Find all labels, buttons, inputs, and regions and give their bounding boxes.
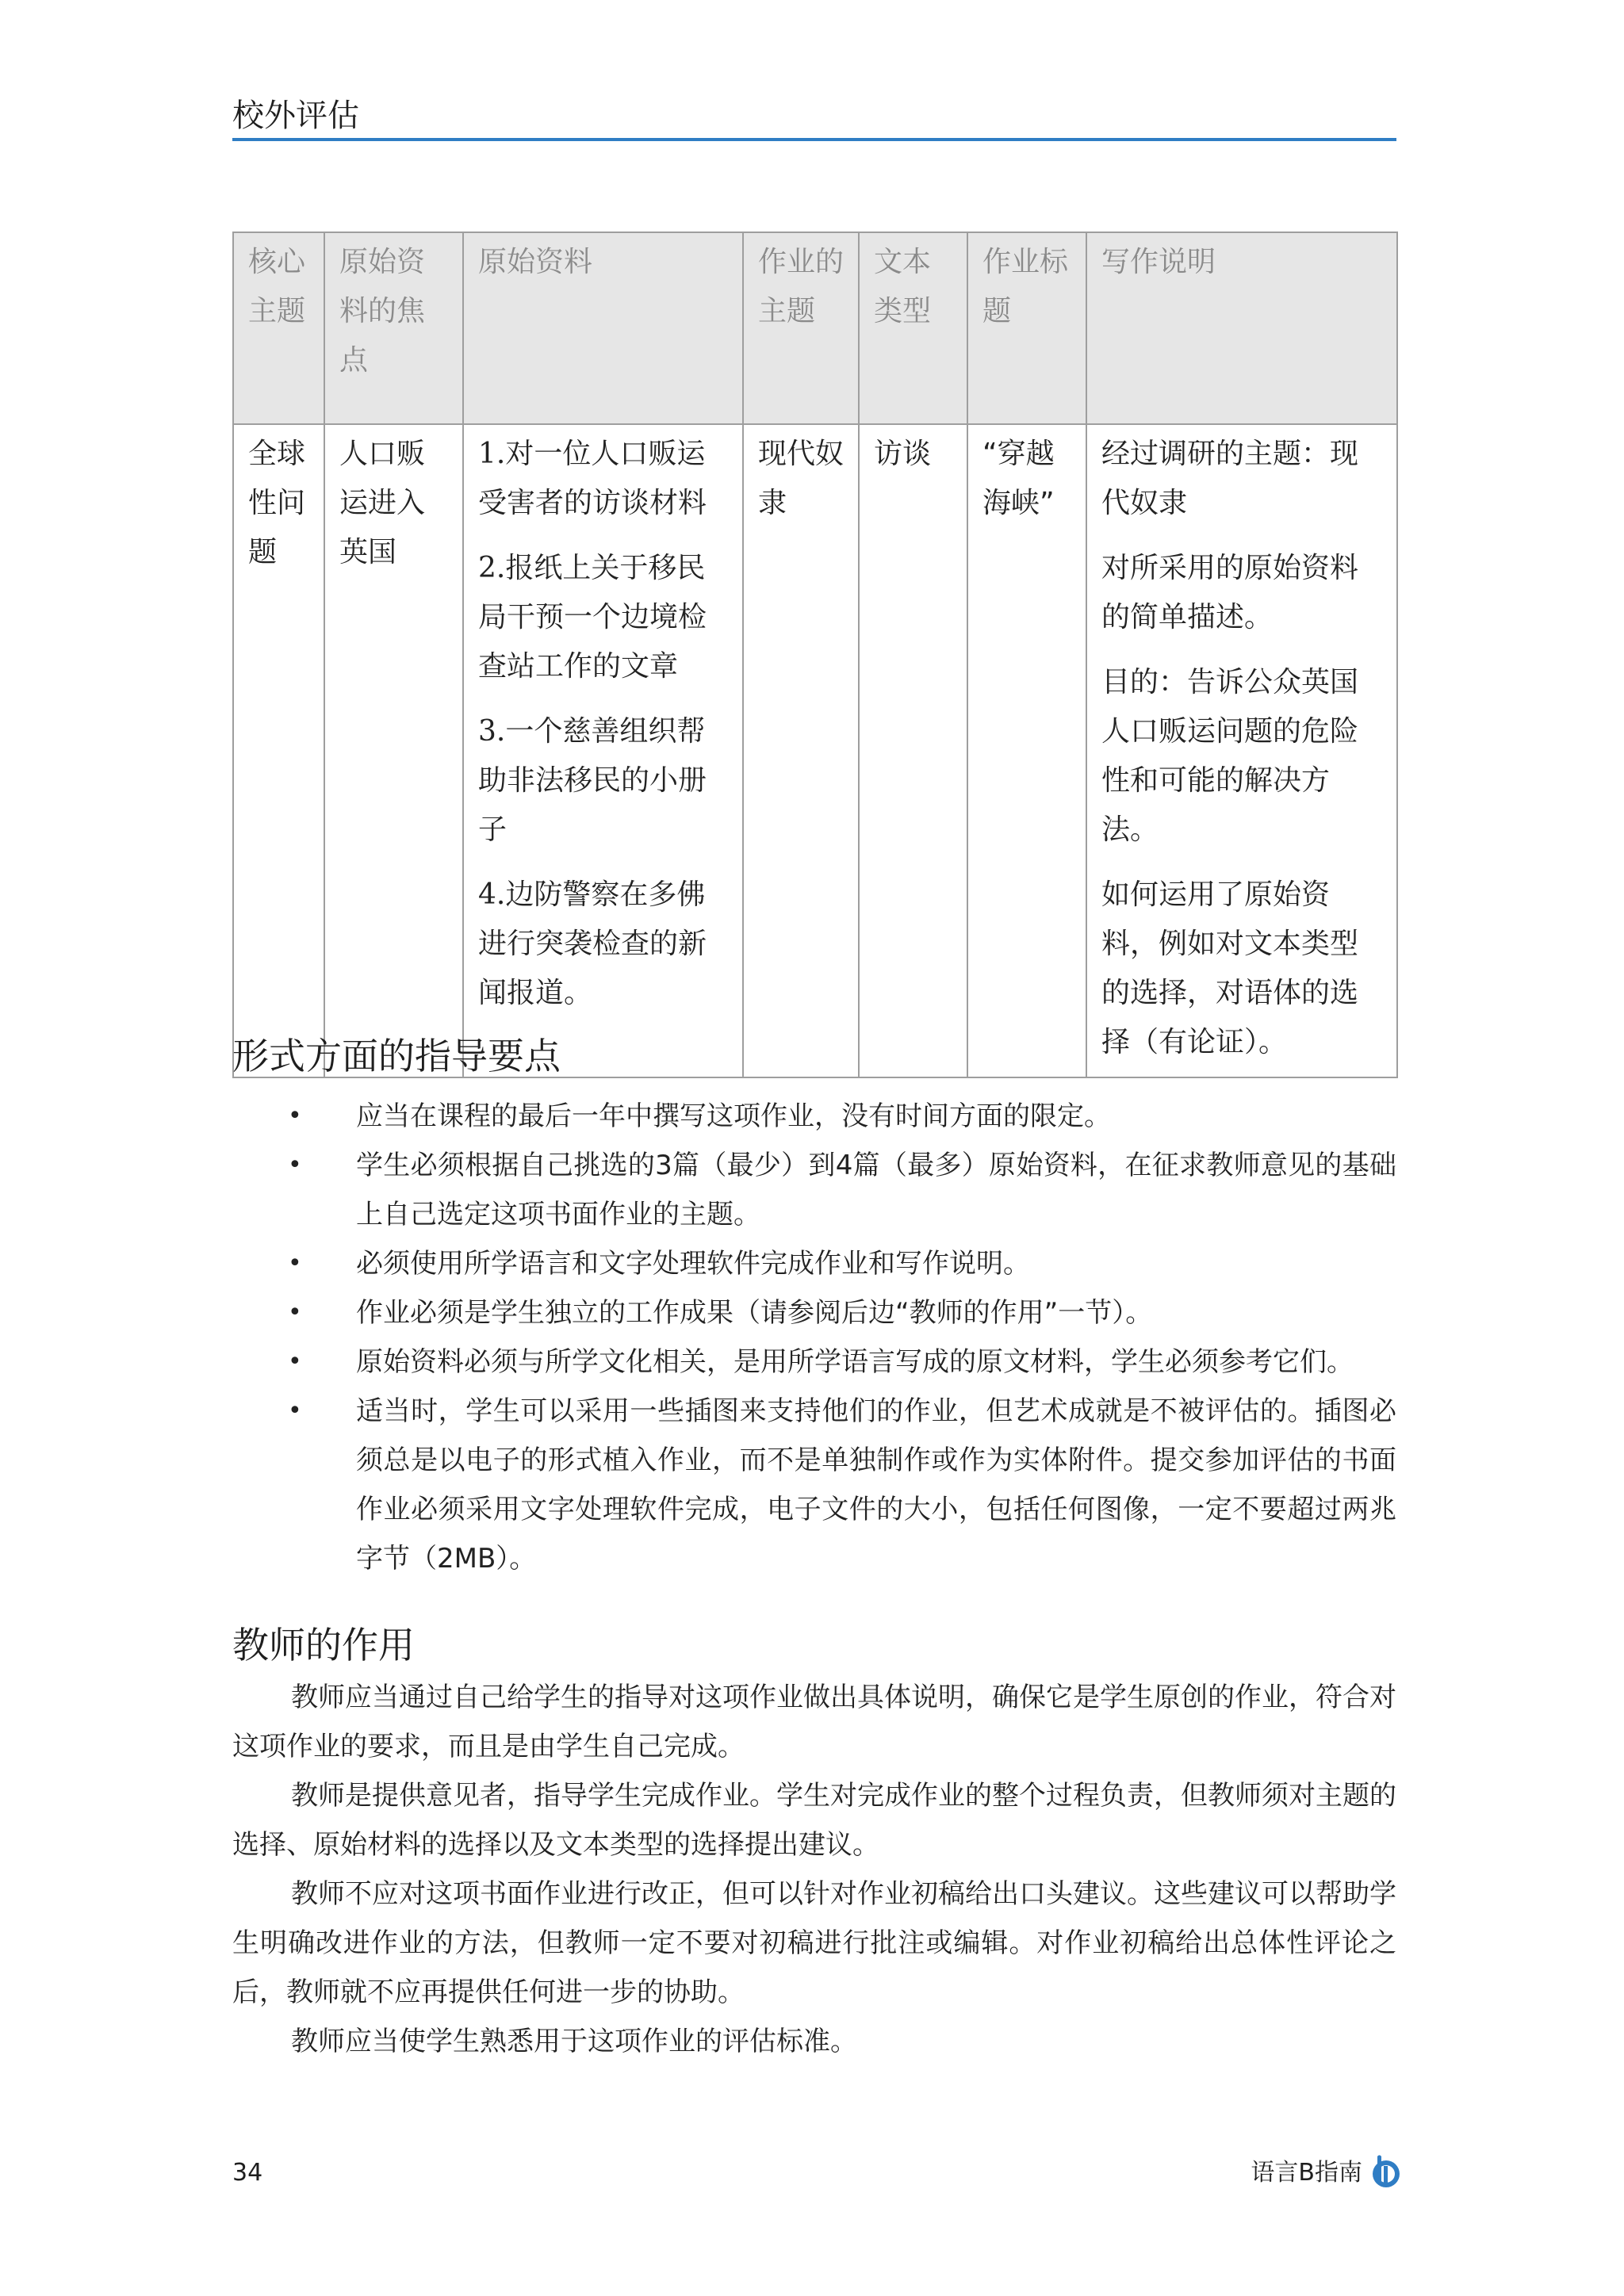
source-text: 一个慈善组织帮助非法移民的小册子	[478, 715, 707, 846]
list-item	[232, 1288, 1396, 1337]
page-number: 34	[232, 2159, 263, 2187]
paragraph: 教师是提供意见者，指导学生完成作业。学生对完成作业的整个过程负责，但教师须对主题的选择、原始材料的选择以及文本类型的选择提出建议。	[232, 1780, 1396, 1861]
cell-sources	[463, 424, 743, 1077]
source-number: 2.	[478, 552, 506, 584]
bullet-icon: •	[288, 1102, 302, 1130]
source-item	[478, 544, 728, 691]
list-item-text: 作业必须是学生独立的工作成果（请参阅后边“教师的作用”一节）。	[356, 1297, 1153, 1329]
list-item-text: 必须使用所学语言和文字处理软件完成作业和写作说明。	[356, 1248, 1030, 1280]
paragraph: 教师不应对这项书面作业进行改正，但可以针对作业初稿给出口头建议。这些建议可以帮助学生明确改进作业的方法，但教师一定不要对初稿进行批注或编辑。对作业初稿给出总体性评论之后，教师就不应再提供任何进一步的协助。	[232, 1878, 1396, 2008]
bullet-icon: •	[288, 1299, 302, 1326]
table-header-row	[233, 232, 1397, 424]
list-item	[232, 1141, 1396, 1239]
paragraph: 教师应当使学生熟悉用于这项作业的评估标准。	[291, 2026, 857, 2057]
source-number: 3.	[478, 715, 506, 748]
source-text: 报纸上关于移民局干预一个边境检查站工作的文章	[478, 552, 707, 683]
header-cell-rationale: 写作说明	[1086, 232, 1397, 424]
list-item-text: 原始资料必须与所学文化相关，是用所学语言写成的原文材料，学生必须参考它们。	[356, 1346, 1354, 1378]
list-item	[232, 1239, 1396, 1288]
formal-guidance-list	[232, 1092, 1396, 1583]
section-heading-formal: 形式方面的指导要点	[232, 1035, 561, 1077]
cell-text-type: 访谈	[859, 424, 967, 1077]
rationale-line: 经过调研的主题：现代奴隶	[1101, 438, 1359, 519]
list-item-text: 适当时，学生可以采用一些插图来支持他们的作业，但艺术成就是不被评估的。插图必须总是以电子的形式植入作业，而不是单独制作或作为实体附件。提交参加评估的书面作业必须采用文字处理软件完成，电子文件的大小，包括任何图像，一定不要超过两兆字节（2MB）。	[356, 1395, 1396, 1575]
ib-logo-icon	[1370, 2155, 1402, 2190]
header-cell-sources: 原始资料	[463, 232, 743, 424]
header-cell-core-theme: 核心主题	[233, 232, 324, 424]
cell-source-focus: 人口贩运进入英国	[324, 424, 463, 1077]
source-item	[478, 707, 728, 855]
source-text: 对一位人口贩运受害者的访谈材料	[478, 438, 707, 519]
rationale-line: 如何运用了原始资料，例如对文本类型的选择，对语体的选择（有论证）。	[1101, 878, 1359, 1058]
paragraph: 教师应当通过自己给学生的指导对这项作业做出具体说明，确保它是学生原创的作业，符合对这项作业的要求，而且是由学生自己完成。	[232, 1682, 1396, 1762]
running-header-title: 校外评估	[232, 98, 359, 134]
header-cell-assignment-title: 作业标题	[967, 232, 1086, 424]
source-number: 4.	[478, 878, 506, 911]
rationale-line: 对所采用的原始资料的简单描述。	[1101, 552, 1359, 633]
source-text: 边防警察在多佛进行突袭检查的新闻报道。	[478, 878, 707, 1009]
cell-rationale	[1086, 424, 1397, 1077]
bullet-icon: •	[288, 1249, 302, 1277]
list-item	[232, 1337, 1396, 1387]
bullet-icon: •	[288, 1151, 302, 1179]
header-cell-assignment-topic: 作业的主题	[743, 232, 859, 424]
bullet-icon: •	[288, 1348, 302, 1376]
teacher-role-body	[232, 1673, 1396, 2066]
cell-core-theme: 全球性问题	[233, 424, 324, 1077]
header-cell-text-type: 文本类型	[859, 232, 967, 424]
list-item	[232, 1092, 1396, 1141]
source-number: 1.	[478, 438, 506, 470]
list-item-text: 应当在课程的最后一年中撰写这项作业，没有时间方面的限定。	[356, 1100, 1111, 1132]
source-item	[478, 871, 728, 1018]
list-item-text: 学生必须根据自己挑选的3篇（最少）到4篇（最多）原始资料，在征求教师意见的基础上自己选定这项书面作业的主题。	[356, 1150, 1396, 1230]
list-item	[232, 1387, 1396, 1583]
source-item	[478, 430, 728, 528]
header-rule	[232, 138, 1396, 141]
bullet-icon: •	[288, 1397, 302, 1425]
footer-guide-title: 语言B指南	[1251, 2159, 1362, 2187]
cell-assignment-title: “穿越海峡”	[967, 424, 1086, 1077]
assignment-example-table	[232, 232, 1398, 1078]
header-cell-source-focus: 原始资料的焦点	[324, 232, 463, 424]
section-heading-teacher-role: 教师的作用	[232, 1624, 415, 1667]
rationale-line: 目的：告诉公众英国人口贩运问题的危险性和可能的解决方法。	[1101, 666, 1359, 846]
cell-assignment-topic: 现代奴隶	[743, 424, 859, 1077]
table-row	[233, 424, 1397, 1077]
